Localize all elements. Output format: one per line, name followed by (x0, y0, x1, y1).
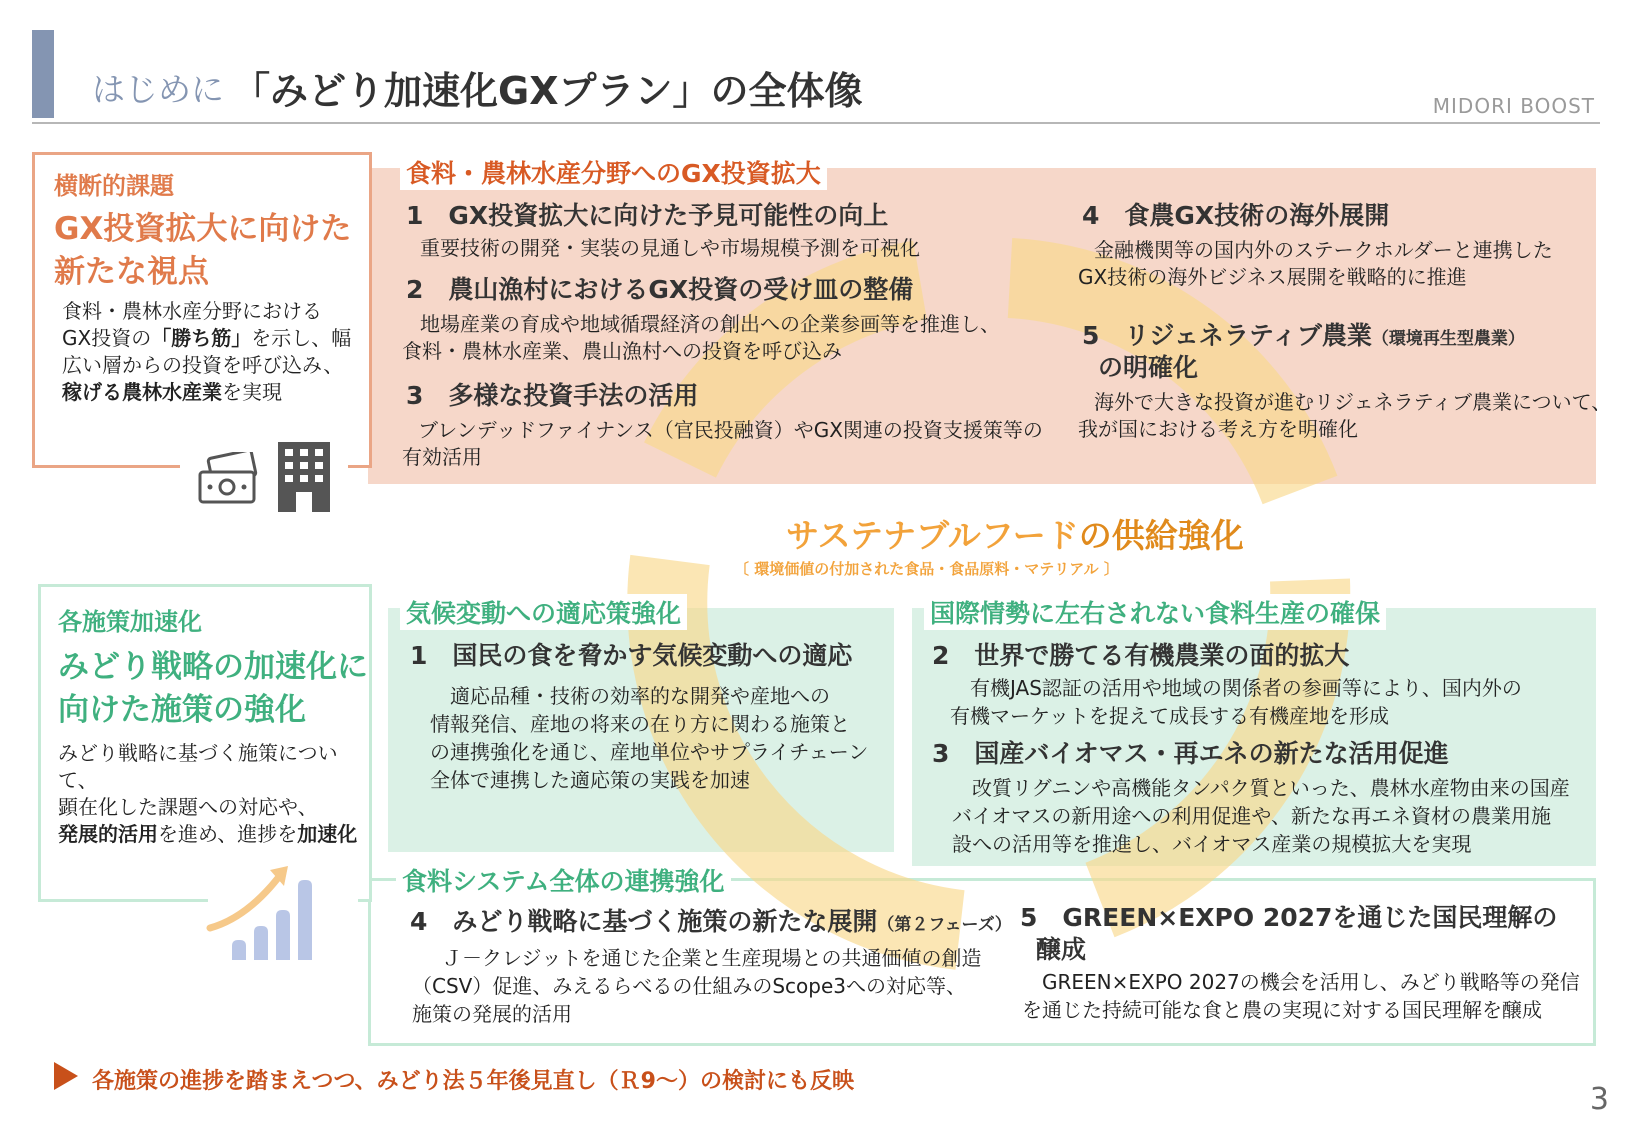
cross-issue-body-line: 食料・農林水産分野における (62, 299, 322, 323)
body-line: 有機JAS認証の活用や地域の関係者の参画等により、国内外の (970, 676, 1522, 700)
cross-issue-body-line (62, 379, 362, 406)
gx-item-3-head: 3 多様な投資手法の活用 (406, 381, 699, 410)
growth-chart-icon (206, 848, 334, 960)
measures-heading-line2: 向けた施策の強化 (58, 692, 306, 728)
measures-body-line: 顕在化した課題への対応や、 (58, 795, 318, 819)
foodsys-item-4-body (412, 944, 992, 1028)
cross-issue-heading-line1: GX投資拡大に向けた (54, 211, 352, 247)
foodsys-section-title: 食料システム全体の連携強化 (396, 862, 731, 898)
body-line: 適応品種・技術の効率的な開発や産地への (450, 684, 830, 708)
body-line: の連携強化を通じ、産地単位やサプライチェーン (430, 740, 869, 764)
cross-issue-body (62, 298, 362, 406)
cross-issue-category: 横断的課題 (54, 172, 174, 200)
emphasis-text: 加速化 (297, 822, 358, 846)
body-line: 有機マーケットを捉えて成長する有機産地を形成 (950, 704, 1389, 728)
body-line: バイオマスの新用途への利用促進や、新たな再エネ資材の農業用施 (952, 804, 1551, 828)
body-line: 施策の発展的活用 (412, 1002, 572, 1026)
intl-item-3-body (952, 774, 1592, 858)
emphasis-text: 稼げる農林水産業 (62, 380, 222, 404)
climate-item-1-head: 1 国民の食を脅かす気候変動への適応 (410, 641, 853, 670)
title-accent-bar (32, 30, 54, 118)
emphasis-text: 「勝ち筋」 (151, 326, 252, 350)
cross-issue-heading-line2: 新たな視点 (54, 254, 209, 290)
gx-item-5-body-1: 海外で大きな投資が進むリジェネラティブ農業について、 (1094, 390, 1612, 414)
gx-item-1-head: 1 GX投資拡大に向けた予見可能性の向上 (406, 201, 889, 230)
measures-category: 各施策加速化 (58, 608, 202, 636)
text: （第２フェーズ） (877, 915, 1012, 935)
page-title: 「みどり加速化GXプラン」の全体像 (232, 69, 863, 113)
gx-item-5-head (1082, 320, 1525, 355)
body-line: 設への活用等を推進し、バイオマス産業の規模拡大を実現 (952, 832, 1472, 856)
page-number: 3 (1589, 1082, 1609, 1117)
text: の供給強化 (1078, 516, 1244, 555)
gx-item-2-head: 2 農山漁村におけるGX投資の受け皿の整備 (406, 275, 914, 304)
gx-item-5-body-2: 我が国における考え方を明確化 (1078, 417, 1358, 441)
text: を示し、幅 (251, 326, 352, 350)
header-rule (32, 122, 1600, 124)
triangle-bullet-icon (54, 1062, 78, 1090)
gx-item-5-head-2: の明確化 (1098, 353, 1199, 382)
cross-issue-heading (54, 208, 351, 294)
gx-item-3-body-1: ブレンデッドファイナンス（官民投融資）やGX関連の投資支援策等の (418, 418, 1043, 442)
text: を進め、進捗を (158, 822, 298, 846)
foodsys-item-5-head-2: 醸成 (1036, 935, 1087, 964)
intl-item-2-head: 2 世界で勝てる有機農業の面的拡大 (932, 641, 1350, 670)
foodsys-item-5-head: 5 GREEN×EXPO 2027を通じた国民理解の (1020, 903, 1558, 932)
title-lead: はじめに (92, 70, 224, 109)
intl-item-3-head: 3 国産バイオマス・再エネの新たな活用促進 (932, 739, 1449, 768)
text: サステナブルフード (786, 516, 1079, 555)
body-line: Ｊ－クレジットを通じた企業と生産現場との共通価値の創造 (442, 946, 982, 970)
measures-heading (58, 646, 368, 732)
measures-body (58, 740, 368, 848)
text: 4 みどり戦略に基づく施策の新たな展開 (410, 907, 878, 936)
cross-issue-body-line: 広い層からの投資を呼び込み、 (62, 353, 344, 377)
measures-heading-line1: みどり戦略の加速化に (58, 649, 368, 685)
climate-item-1-body (430, 682, 880, 794)
footer-note: 各施策の進捗を踏まえつつ、みどり法５年後見直し（Ｒ9～）の検討にも反映 (92, 1069, 854, 1094)
text: 5 リジェネラティブ農業 (1082, 321, 1372, 350)
text: を実現 (222, 380, 282, 404)
measures-body-line (58, 821, 368, 848)
foodsys-item-5-body (1022, 968, 1592, 1024)
climate-section-title: 気候変動への適応策強化 (400, 594, 687, 630)
body-line: 情報発信、産地の将来の在り方に関わる施策と (430, 712, 850, 736)
text: （環境再生型農業） (1371, 329, 1525, 349)
foodsys-item-4-head (410, 906, 1012, 941)
text: GX投資の (62, 326, 152, 350)
gx-item-4-body-2: GX技術の海外ビジネス展開を戦略的に推進 (1078, 265, 1467, 289)
intl-item-2-body (950, 674, 1590, 730)
gx-section-title: 食料・農林水産分野へのGX投資拡大 (400, 154, 827, 190)
cross-issue-body-line (62, 325, 362, 352)
gx-item-3-body-2: 有効活用 (402, 445, 482, 469)
body-line: GREEN×EXPO 2027の機会を活用し、みどり戦略等の発信 (1042, 970, 1580, 994)
center-title (786, 510, 1244, 557)
body-line: （CSV）促進、みえるらべるの仕組みのScope3への対応等、 (412, 974, 966, 998)
money-icon (196, 452, 258, 504)
brand-label: MIDORI BOOST (1432, 94, 1595, 118)
gx-item-4-body-1: 金融機関等の国内外のステークホルダーと連携した (1094, 238, 1553, 262)
emphasis-text: 発展的活用 (58, 822, 158, 846)
gx-item-4-head: 4 食農GX技術の海外展開 (1082, 201, 1390, 230)
body-line: 改質リグニンや高機能タンパク質といった、農林水産物由来の国産 (972, 776, 1570, 800)
gx-item-1-body: 重要技術の開発・実装の見通しや市場規模予測を可視化 (420, 236, 920, 260)
body-line: 全体で連携した適応策の実践を加速 (430, 768, 750, 792)
building-icon (276, 440, 332, 512)
gx-item-2-body-1: 地場産業の育成や地域循環経済の創出への企業参画等を推進し、 (420, 312, 1000, 336)
intl-section-title: 国際情勢に左右されない食料生産の確保 (924, 594, 1386, 630)
center-subtitle: 〔 環境価値の付加された食品・食品原料・マテリアル 〕 (734, 560, 1119, 578)
gx-item-2-body-2: 食料・農林水産業、農山漁村への投資を呼び込み (402, 339, 842, 363)
measures-body-line: みどり戦略に基づく施策について、 (58, 741, 338, 792)
body-line: を通じた持続可能な食と農の実現に対する国民理解を醸成 (1022, 998, 1542, 1022)
